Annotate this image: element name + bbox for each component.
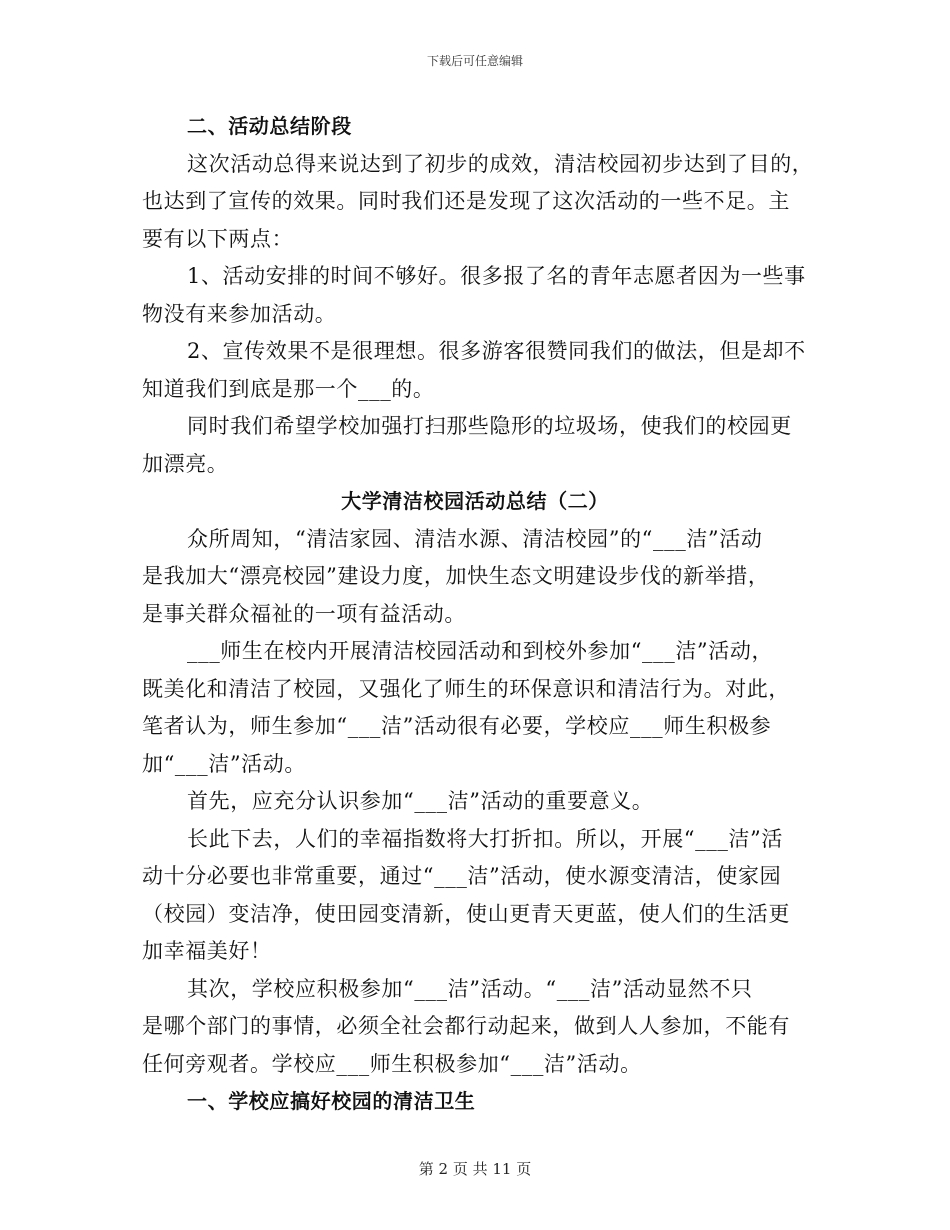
page-number-footer: 第 2 页 共 11 页 <box>418 1160 532 1178</box>
paragraph-line: （校园）变洁净，使田园变清新，使山更青天更蓝，使人们的生活更 <box>142 901 790 926</box>
paragraph-line: 加幸福美好！ <box>142 939 272 963</box>
paragraph-line: 加漂亮。 <box>142 451 229 476</box>
document-section-title: 大学清洁校园活动总结（二） <box>341 489 609 513</box>
section-heading-summary-stage: 二、活动总结阶段 <box>187 114 352 138</box>
paragraph-line: 物没有来参加活动。 <box>142 301 337 326</box>
page-header-note: 下载后可任意编辑 <box>426 54 523 68</box>
paragraph-line: 笔者认为，师生参加“___洁”活动很有必要，学校应___师生积极参 <box>142 714 772 738</box>
paragraph-line: 长此下去，人们的幸福指数将大打折扣。所以，开展“___洁”活 <box>187 826 783 851</box>
paragraph-line: 是我加大“漂亮校园”建设力度，加快生态文明建设步伐的新举措， <box>142 564 770 588</box>
paragraph-line: 其次，学校应积极参加“___洁”活动。“___洁”活动显然不只 <box>187 976 753 1001</box>
paragraph-line: 任何旁观者。学校应___师生积极参加“___洁”活动。 <box>142 1051 642 1076</box>
paragraph-line: 加“___洁”活动。 <box>142 751 306 776</box>
paragraph-line: 要有以下两点： <box>142 226 294 251</box>
paragraph-line: 是哪个部门的事情，必须全社会都行动起来，做到人人参加，不能有 <box>142 1014 790 1038</box>
paragraph-line: 既美化和清洁了校园，又强化了师生的环保意识和清洁行为。对此， <box>142 676 790 701</box>
paragraph-line: 也达到了宣传的效果。同时我们还是发现了这次活动的一些不足。主 <box>142 189 790 213</box>
paragraph-line: 2、宣传效果不是很理想。很多游客很赞同我们的做法，但是却不 <box>187 339 806 363</box>
paragraph-line: 众所周知，“清洁家园、清洁水源、清洁校园”的“___洁”活动 <box>187 526 763 551</box>
paragraph-line: 动十分必要也非常重要，通过“___洁”活动，使水源变清洁，使家园 <box>142 864 782 888</box>
paragraph-line: 知道我们到底是那一个___的。 <box>142 376 435 401</box>
paragraph-line: 是事关群众福祉的一项有益活动。 <box>142 601 466 626</box>
section-heading-school-hygiene: 一、学校应搞好校园的清洁卫生 <box>187 1089 476 1113</box>
paragraph-line: 首先，应充分认识参加“___洁”活动的重要意义。 <box>187 789 654 813</box>
document-body <box>142 108 814 1121</box>
paragraph-line: 同时我们希望学校加强打扫那些隐形的垃圾场，使我们的校园更 <box>187 414 792 438</box>
paragraph-line: 这次活动总得来说达到了初步的成效，清洁校园初步达到了目的， <box>187 151 814 176</box>
paragraph-line: ___师生在校内开展清洁校园活动和到校外参加“___洁”活动， <box>187 639 774 663</box>
paragraph-line: 1、活动安排的时间不够好。很多报了名的青年志愿者因为一些事 <box>187 264 806 288</box>
